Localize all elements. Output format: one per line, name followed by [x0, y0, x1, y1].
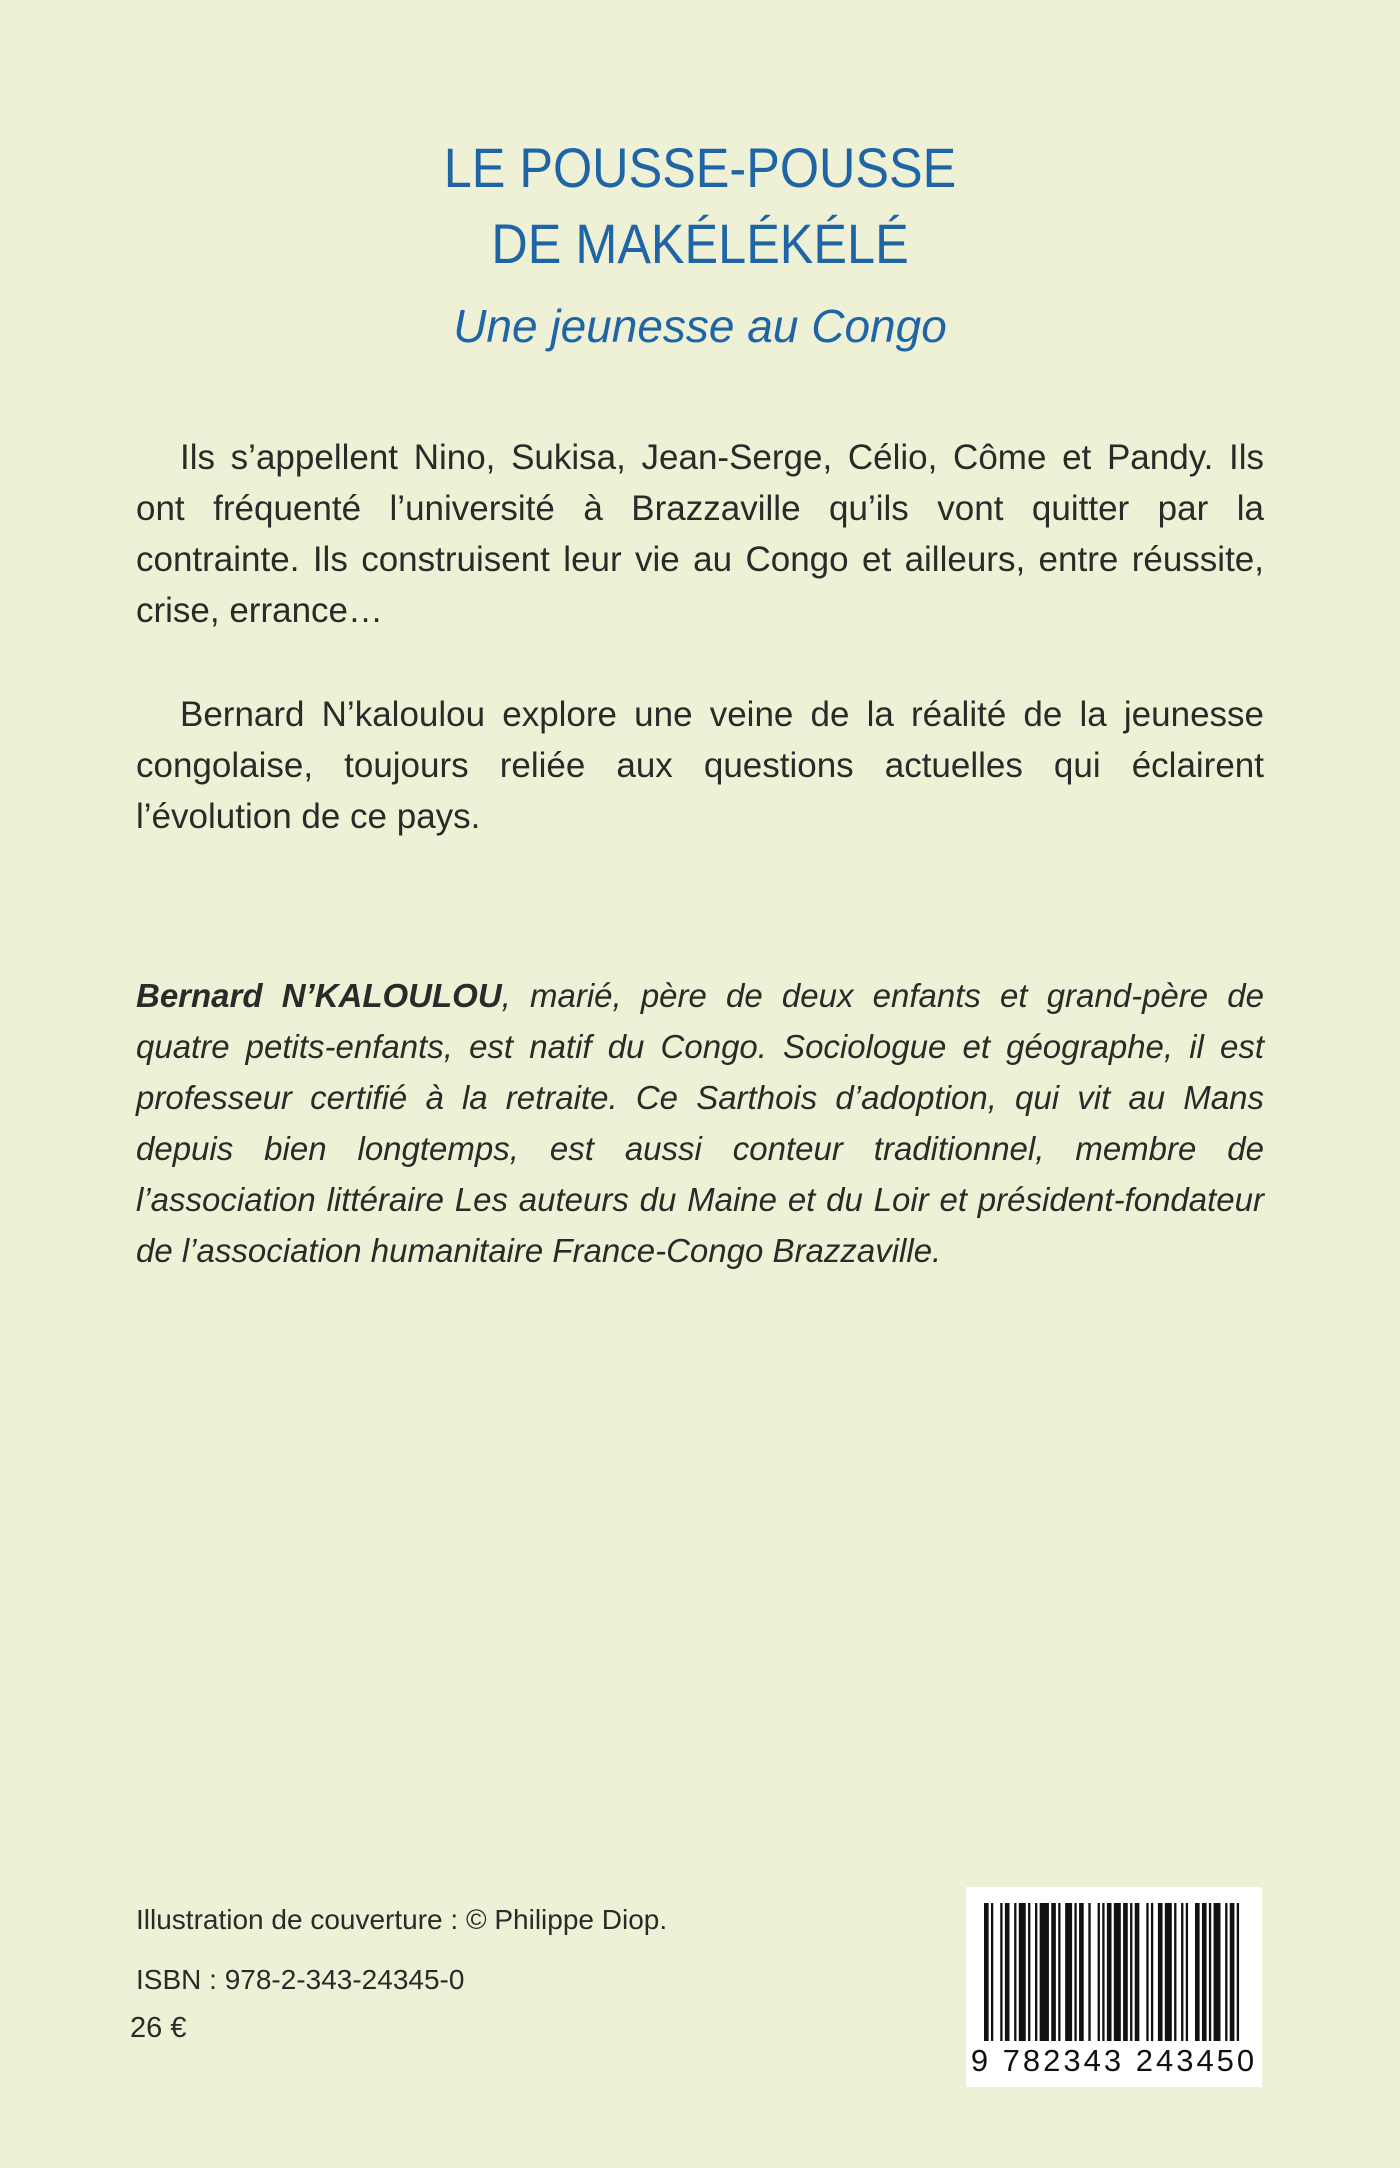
barcode-bars-icon [984, 1903, 1246, 2041]
synopsis-paragraph-1-text: Ils s’appellent Nino, Sukisa, Jean-Serge, Célio, Côme et Pandy. Ils ont fréquenté l’université à Brazzaville qu’ils vont quitter par la contrainte. Ils construisent leur vie au Congo et ailleurs, entre réussite, crise, errance… [136, 438, 1264, 630]
barcode [966, 1887, 1262, 2087]
isbn: ISBN : 978-2-343-24345-0 [136, 1964, 465, 1995]
book-subtitle: Une jeunesse au Congo [453, 300, 947, 352]
author-name: Bernard N’KALOULOU [136, 977, 502, 1014]
synopsis-paragraph-1 [136, 432, 1264, 636]
synopsis-paragraph-2-text: Bernard N’kaloulou explore une veine de la réalité de la jeunesse congolaise, toujours reliée aux questions actuelles qui éclairent l’évolution de ce pays. [136, 695, 1264, 836]
book-title-line-1: LE POUSSE-POUSSE [443, 136, 957, 199]
synopsis [136, 432, 1264, 842]
synopsis-paragraph-2 [136, 689, 1264, 842]
barcode-digits: 9 782343 243450 [970, 2043, 1258, 2078]
price: 26 € [130, 2012, 187, 2044]
author-bio-text: , marié, père de deux enfants et grand-père de quatre petits-enfants, est natif du Congo. Sociologue et géographe, il est professeur certifié à la retraite. Ce Sarthois d’adoption, qui vit au Mans depuis bien longtemps, est aussi conteur traditionnel, membre de l’association littéraire Les auteurs du Maine et du Loir et président-fondateur de l’association humanitaire France-Congo Brazzaville. [136, 977, 1264, 1269]
book-title-block [0, 130, 1400, 356]
author-bio [136, 970, 1264, 1276]
book-title-line-2: DE MAKÉLÉKÉLÉ [491, 212, 909, 275]
cover-illustration-credit: Illustration de couverture : © Philippe Diop. [136, 1904, 668, 1935]
